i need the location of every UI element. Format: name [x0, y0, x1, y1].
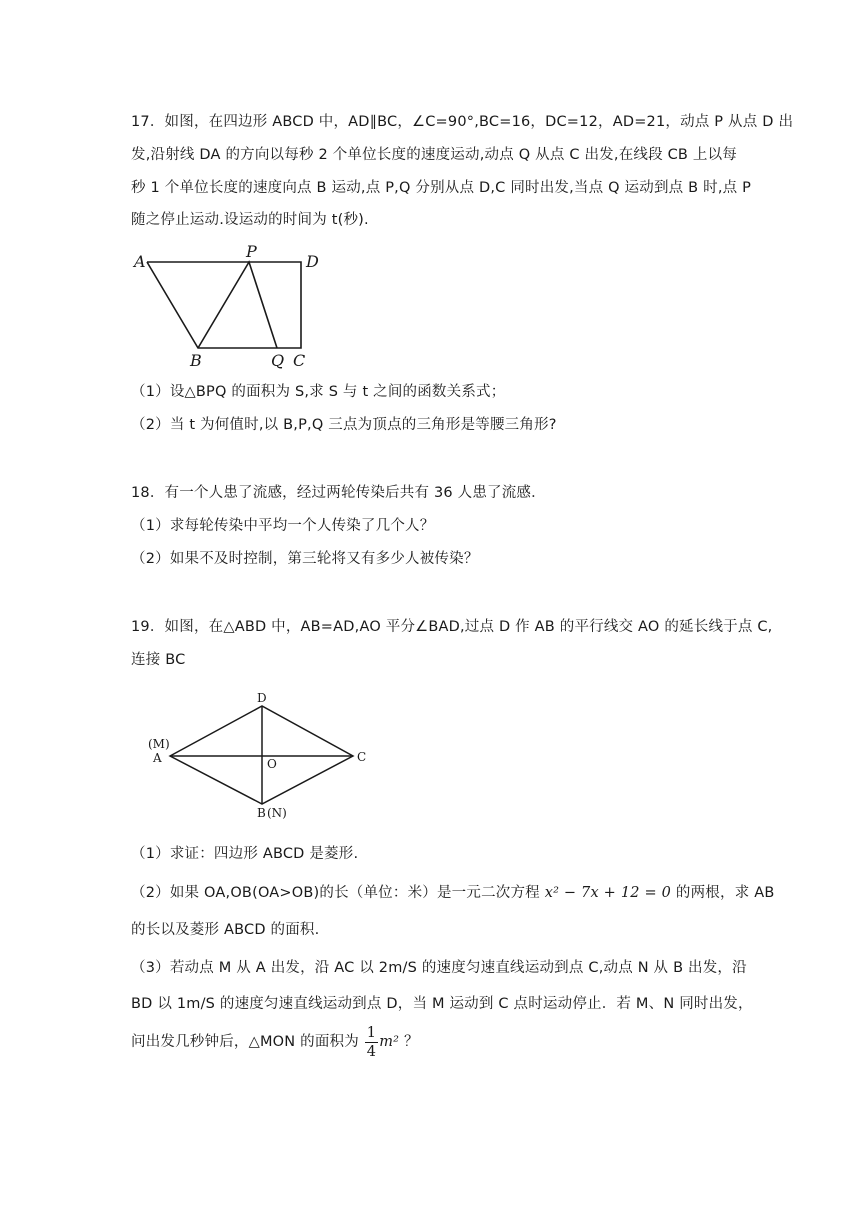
q19-part-2-line-1	[131, 883, 774, 903]
q17-text-line-1: 17．如图，在四边形 ABCD 中，AD∥BC，∠C=90°,BC=16，DC=12，AD=21，动点 P 从点 D 出	[131, 114, 794, 130]
q17-part-1: （1）设△BPQ 的面积为 S,求 S 与 t 之间的函数关系式；	[131, 384, 506, 400]
fraction-numerator: 1	[366, 1024, 377, 1041]
q19-label-b: B	[257, 806, 266, 820]
q19-part-2-text: （2）如果 OA,OB(OA>OB)的长（单位：米）是一元二次方程	[131, 885, 540, 901]
q19-label-o: O	[267, 757, 277, 771]
q19-area-fraction	[365, 1024, 378, 1061]
q19-part-2-line-2: 的长以及菱形 ABCD 的面积.	[131, 922, 320, 938]
q19-part-1: （1）求证：四边形 ABCD 是菱形.	[131, 846, 359, 862]
q17-triangle-bpq	[198, 262, 277, 348]
q19-quadratic-equation: x² − 7x + 12 = 0	[544, 885, 672, 901]
q19-label-n: (N)	[267, 806, 287, 820]
q17-label-b: B	[190, 351, 202, 370]
q17-label-c: C	[293, 351, 306, 370]
q18-part-2: （2）如果不及时控制，第三轮将又有多少人被传染？	[131, 551, 479, 567]
q19-text-line-1: 19．如图，在△ABD 中，AB=AD,AO 平分∠BAD,过点 D 作 AB 的平行线交 AO 的延长线于点 C,	[131, 619, 773, 635]
q19-part-3-line-2: BD 以 1m/S 的速度匀速直线运动到点 D，当 M 运动到 C 点时运动停止．若 M、N 同时出发，	[131, 996, 753, 1012]
q19-text-line-2: 连接 BC	[131, 652, 186, 668]
q17-text-line-4: 随之停止运动.设运动的时间为 t(秒).	[131, 212, 369, 228]
q17-label-a: A	[134, 252, 146, 271]
q17-label-p: P	[246, 242, 257, 261]
q19-part-3-question: 问出发几秒钟后，△MON 的面积为	[131, 1034, 359, 1050]
q19-part-3-line-3	[131, 1020, 419, 1064]
q17-label-d: D	[306, 252, 319, 271]
q17-text-line-2: 发,沿射线 DA 的方向以每秒 2 个单位长度的速度运动,动点 Q 从点 C 出发,在线段 CB 上以每	[131, 147, 737, 163]
area-unit: m²	[379, 1034, 400, 1050]
q17-figure-trapezoid	[125, 240, 335, 370]
fraction-denominator: 4	[366, 1043, 377, 1060]
q19-label-d: D	[257, 691, 267, 705]
q19-figure-rhombus	[140, 688, 380, 823]
q17-label-q: Q	[271, 351, 285, 370]
q17-text-line-3: 秒 1 个单位长度的速度向点 B 运动,点 P,Q 分别从点 D,C 同时出发,当点 Q 运动到点 B 时,点 P	[131, 180, 752, 196]
q19-label-c: C	[357, 750, 367, 764]
q17-part-2: （2）当 t 为何值时,以 B,P,Q 三点为顶点的三角形是等腰三角形?	[131, 417, 557, 433]
q19-label-a: A	[153, 751, 162, 765]
q19-part-2-text-tail: 的两根，求 AB	[675, 885, 775, 901]
q19-part-3-line-1: （3）若动点 M 从 A 出发，沿 AC 以 2m/S 的速度匀速直线运动到点 C,动点 N 从 B 出发，沿	[131, 960, 747, 976]
q18-part-1: （1）求每轮传染中平均一个人传染了几个人？	[131, 518, 435, 534]
q19-label-m: (M)	[148, 737, 170, 751]
q19-part-3-question-mark: ？	[403, 1034, 419, 1050]
q18-text-line-1: 18．有一个人患了流感，经过两轮传染后共有 36 人患了流感．	[131, 485, 546, 501]
